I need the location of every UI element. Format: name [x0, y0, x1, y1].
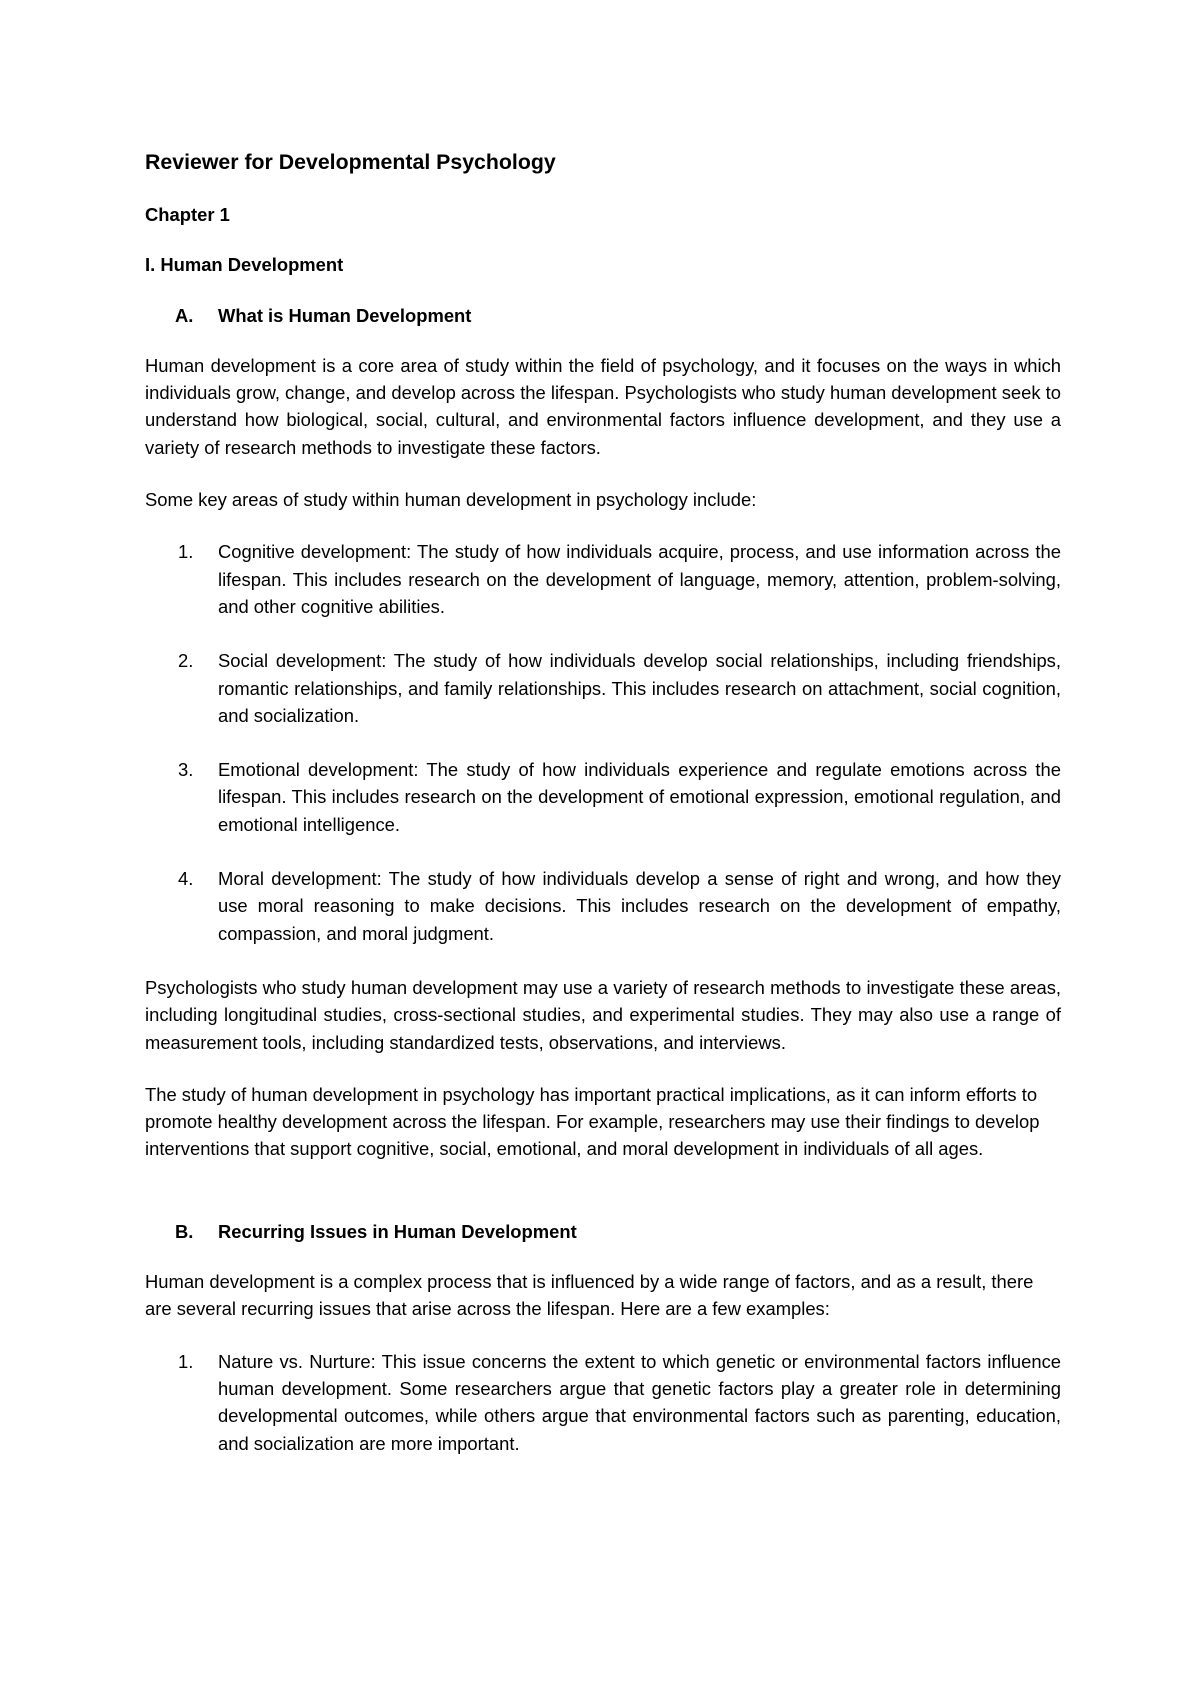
subsection-letter: A. — [175, 304, 194, 326]
document-title: Reviewer for Developmental Psychology — [145, 150, 556, 174]
list-item — [145, 538, 1061, 620]
paragraph-intro: Human development is a core area of study within the field of psychology, and it focuses on the ways in which individuals grow, change, and develop across the lifespan. Psychologists who study human development seek to understand how biological, social, cultural, and environmental factors influence development, and they use a variety of research methods to investigate these factors. — [145, 354, 1061, 458]
list-item-number: 2. — [178, 650, 194, 672]
list-item-text: Cognitive development: The study of how individuals acquire, process, and use information across the lifespan. This includes research on the development of language, memory, attention, problem-solving, and other cognitive abilities. — [218, 541, 1061, 617]
paragraph-practical: The study of human development in psychology has important practical implications, as it can inform efforts to promote healthy development across the lifespan. For example, researchers may use their findings to develop interventions that support cognitive, social, emotional, and moral development in individuals of all ages. — [145, 1083, 1040, 1160]
subsection-letter: B. — [175, 1220, 194, 1242]
list-item-number: 1. — [178, 1350, 194, 1372]
recurring-issues-list — [145, 1348, 1061, 1457]
subsection-title: Recurring Issues in Human Development — [218, 1220, 577, 1242]
paragraph-complex-process: Human development is a complex process that is influenced by a wide range of factors, and as a result, there are several recurring issues that arise across the lifespan. Here are a few examples: — [145, 1271, 1034, 1320]
list-item-text: Moral development: The study of how individuals develop a sense of right and wrong, and how they use moral reasoning to make decisions. This includes research on the development of empathy, compassion, and moral judgment. — [218, 868, 1061, 944]
chapter-heading: Chapter 1 — [145, 204, 230, 225]
list-item — [145, 756, 1061, 838]
list-item-text: Social development: The study of how individuals develop social relationships, including friendships, romantic relationships, and family relationships. This includes research on attachment, social cognition, and socialization. — [218, 650, 1061, 726]
list-item-text: Emotional development: The study of how individuals experience and regulate emotions across the lifespan. This includes research on the development of emotional expression, emotional regulation, and emotional intelligence. — [218, 759, 1061, 835]
paragraph-key-areas: Some key areas of study within human development in psychology include: — [145, 489, 757, 511]
subsection-heading-what-is — [145, 302, 1061, 329]
document-page — [145, 148, 1061, 1484]
subsection-title: What is Human Development — [218, 304, 472, 326]
list-item-number: 1. — [178, 541, 194, 563]
section-heading-human-development: I. Human Development — [145, 254, 344, 276]
list-item — [145, 647, 1061, 729]
list-item-number: 3. — [178, 759, 194, 781]
paragraph-methods: Psychologists who study human development may use a variety of research methods to investigate these areas, including longitudinal studies, cross-sectional studies, and experimental studies. They may also use a range of measurement tools, including standardized tests, observations, and interviews. — [145, 976, 1061, 1053]
list-item-number: 4. — [178, 868, 194, 890]
list-item — [145, 1348, 1061, 1457]
subsection-heading-recurring-issues — [145, 1218, 1061, 1245]
key-areas-list — [145, 538, 1061, 947]
list-item — [145, 865, 1061, 947]
list-item-text: Nature vs. Nurture: This issue concerns the extent to which genetic or environmental factors influence human development. Some researchers argue that genetic factors play a greater role in determining developmental outcomes, while others argue that environmental factors such as parenting, education, and socialization are more important. — [218, 1350, 1061, 1454]
